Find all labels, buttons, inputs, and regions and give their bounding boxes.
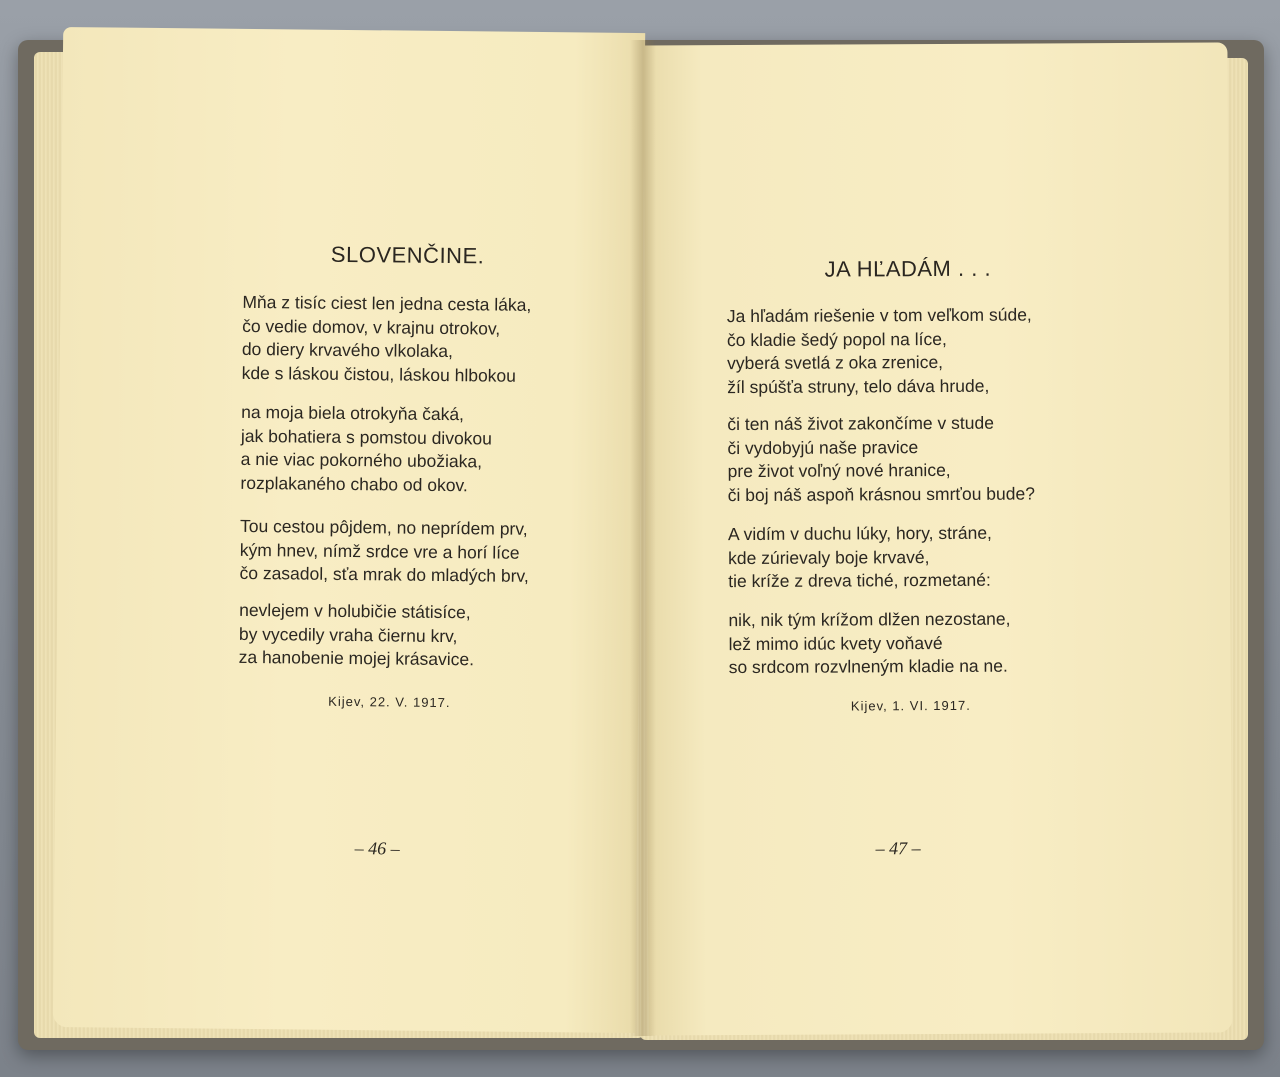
right-page [643, 42, 1232, 1035]
page-number: – 46 – [354, 838, 400, 859]
poem-line: kde s láskou čistou, láskou hlbokou [241, 362, 517, 386]
place-date: Kijev, 22. V. 1917. [328, 693, 451, 711]
poem-title: JA HĽADÁM . . . [824, 255, 992, 282]
poem-line: nevlejem v holubičie státisíce, [239, 599, 471, 623]
poem-line: či vydobyjú naše pravice [727, 436, 919, 458]
poem-line: na moja biela otrokyňa čaká, [241, 401, 465, 425]
poem-line: rozplakaného chabo od okov. [240, 472, 468, 495]
page-number: – 47 – [875, 838, 921, 859]
stanza [239, 599, 475, 672]
poem-line: čo vedie domov, v krajnu otrokov, [242, 315, 501, 339]
poem-line: do diery krvavého vlkolaka, [241, 338, 454, 362]
poem-title: SLOVENČINE. [330, 241, 485, 269]
stanza [728, 522, 992, 594]
poem-line: či ten náš život zakončíme v stude [727, 412, 994, 435]
poem-line: tie kríže z dreva tiché, rozmetané: [728, 569, 991, 592]
poem-line: pre život voľný nové hranice, [727, 459, 951, 482]
stanza [239, 515, 529, 589]
poem-line: vyberá svetlá z oka zrenice, [727, 351, 944, 374]
poem-line: čo zasadol, sťa mrak do mladých brv, [239, 562, 529, 586]
poem-line: kým hnev, nímž srdce vre a horí líce [239, 539, 520, 563]
left-page [53, 27, 645, 1033]
stanza [727, 411, 1035, 507]
poem-line: a nie viac pokorného ubožiaka, [240, 448, 483, 472]
poem-line: Ja hľadám riešenie v tom veľkom súde, [726, 304, 1032, 327]
poem-line: jak bohatiera s pomstou divokou [240, 425, 493, 448]
poem-line: za hanobenie mojej krásavice. [238, 646, 475, 670]
poem-line: by vycedily vraha čiernu krv, [238, 623, 458, 646]
poem-line: lež mimo idúc kvety voňavé [728, 632, 943, 654]
place-date: Kijev, 1. VI. 1917. [850, 697, 971, 714]
book-gutter [630, 40, 656, 1036]
stanza [242, 291, 532, 388]
poem-line: nik, nik tým krížom dlžen nezostane, [728, 608, 1011, 631]
poem-line: či boj náš aspoň krásnou smrťou bude? [727, 482, 1035, 505]
poem-line: Tou cestou pôjdem, no neprídem prv, [239, 515, 528, 539]
poem-line: kde zúrievaly boje krvavé, [728, 546, 930, 568]
poem-line: so srdcom rozvlneným kladie na ne. [728, 655, 1008, 678]
poem-line: čo kladie šedý popol na líce, [726, 328, 947, 350]
poem-line: žíl spúšťa struny, telo dáva hrude, [727, 375, 990, 397]
poem-line: Mňa z tisíc ciest len jedna cesta láka, [242, 291, 532, 315]
stanza [240, 401, 492, 498]
stanza [728, 608, 1010, 680]
stanza [727, 304, 1032, 400]
poem-line: A vidím v duchu lúky, hory, stráne, [727, 522, 992, 545]
